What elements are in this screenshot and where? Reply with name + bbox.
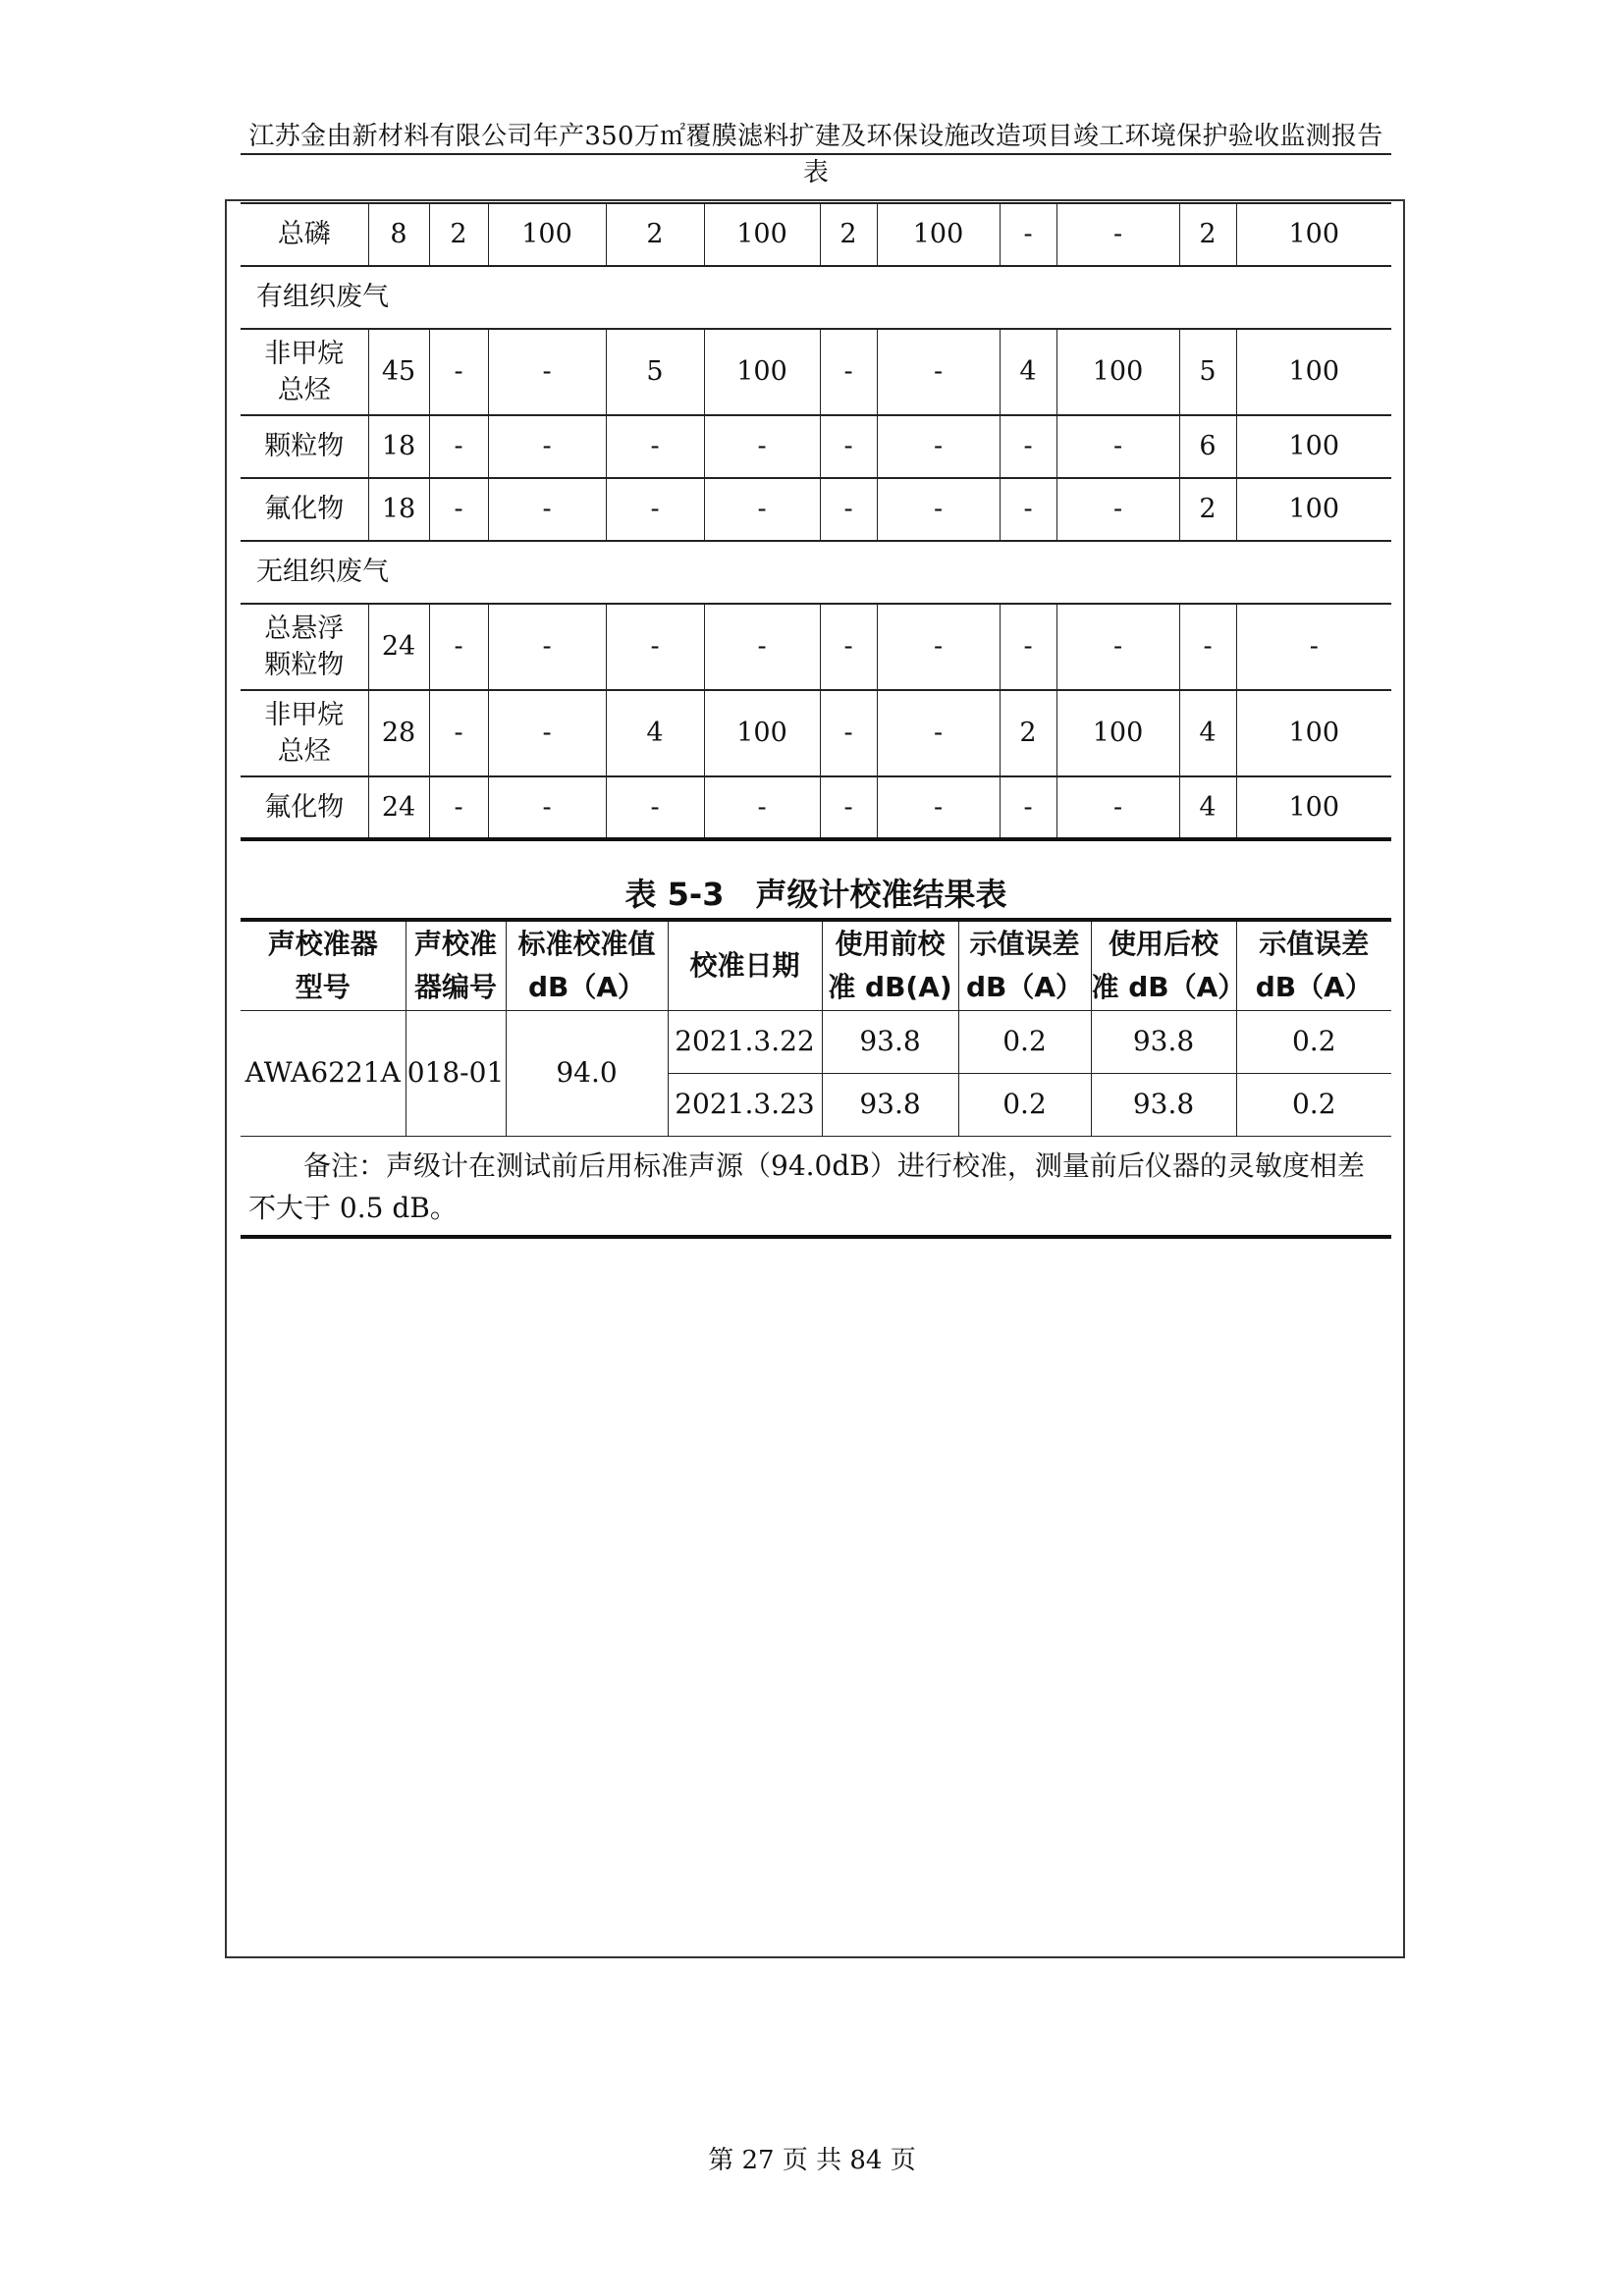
pollutant-name: 非甲烷 总烃	[241, 329, 368, 415]
section-label: 有组织废气	[241, 266, 1391, 329]
table-cell: -	[488, 604, 606, 690]
calibrator-serial: 018-01	[406, 1010, 506, 1136]
table-cell: 4	[1000, 329, 1056, 415]
header-cell: 声校准 器编号	[406, 920, 506, 1010]
section-row	[241, 541, 1391, 604]
table-cell: -	[488, 329, 606, 415]
table-cell: 4	[1179, 776, 1236, 839]
table-row	[241, 203, 1391, 266]
table-row	[241, 604, 1391, 690]
table-cell: 100	[1236, 329, 1391, 415]
section-row	[241, 266, 1391, 329]
table-cell: -	[820, 604, 877, 690]
table-row	[241, 415, 1391, 478]
error-after: 0.2	[1236, 1073, 1391, 1136]
table-cell: -	[877, 690, 1000, 776]
table-cell: 100	[1236, 203, 1391, 266]
pollutant-name: 总磷	[241, 203, 368, 266]
table-cell: -	[820, 415, 877, 478]
error-after: 0.2	[1236, 1010, 1391, 1073]
table-cell: -	[1056, 776, 1179, 839]
table-cell: 5	[1179, 329, 1236, 415]
table-cell: 2	[606, 203, 704, 266]
table-cell: -	[877, 604, 1000, 690]
table-cell: -	[704, 415, 820, 478]
table-cell: 100	[1236, 690, 1391, 776]
table-cell: 18	[368, 415, 429, 478]
header-cell: 声校准器 型号	[241, 920, 406, 1010]
table-row	[241, 776, 1391, 839]
table-cell: -	[488, 415, 606, 478]
before-calibration: 93.8	[822, 1073, 958, 1136]
header-cell: 使用前校 准 dB(A)	[822, 920, 958, 1010]
table-row	[241, 329, 1391, 415]
header-cell: 使用后校 准 dB（A）	[1091, 920, 1236, 1010]
pollutant-name: 氟化物	[241, 776, 368, 839]
table-cell: -	[429, 604, 488, 690]
table-cell: 4	[1179, 690, 1236, 776]
table-cell: -	[429, 478, 488, 541]
calibrator-model: AWA6221A	[241, 1010, 406, 1136]
table-cell: 6	[1179, 415, 1236, 478]
table-cell: 8	[368, 203, 429, 266]
table-cell: -	[1000, 478, 1056, 541]
table-cell: -	[606, 415, 704, 478]
table-row	[241, 478, 1391, 541]
section-label: 无组织废气	[241, 541, 1391, 604]
calibration-note-text: 备注：声级计在测试前后用标准声源（94.0dB）进行校准，测量前后仪器的灵敏度相差不大于 0.5 dB。	[248, 1148, 1365, 1224]
table-5-3-title: 表 5-3 声级计校准结果表	[624, 876, 1007, 913]
table-cell: 100	[1056, 329, 1179, 415]
table-cell: -	[606, 604, 704, 690]
pollutant-name: 颗粒物	[241, 415, 368, 478]
table-cell: -	[820, 329, 877, 415]
table-cell: -	[704, 478, 820, 541]
table-cell: -	[704, 776, 820, 839]
table-cell: -	[1056, 203, 1179, 266]
after-calibration: 93.8	[1091, 1010, 1236, 1073]
table-cell: 100	[1236, 478, 1391, 541]
table-cell: 100	[704, 690, 820, 776]
table-cell: -	[877, 478, 1000, 541]
table-cell: 100	[1236, 415, 1391, 478]
table-cell: -	[1236, 604, 1391, 690]
table-cell: 100	[704, 329, 820, 415]
table-cell: -	[877, 415, 1000, 478]
table-cell: 5	[606, 329, 704, 415]
table-row	[241, 690, 1391, 776]
after-calibration: 93.8	[1091, 1073, 1236, 1136]
monitoring-table	[241, 202, 1391, 841]
table-cell: 2	[429, 203, 488, 266]
table-cell: -	[820, 478, 877, 541]
error-before: 0.2	[958, 1010, 1091, 1073]
table-cell: -	[877, 329, 1000, 415]
table-cell: -	[1056, 415, 1179, 478]
calibration-row	[241, 1010, 1391, 1073]
calibration-header-row	[241, 920, 1391, 1010]
table-cell: -	[1056, 478, 1179, 541]
table-cell: 100	[1236, 776, 1391, 839]
table-cell: -	[488, 690, 606, 776]
header-cell: 示值误差 dB（A）	[1236, 920, 1391, 1010]
pollutant-name: 非甲烷 总烃	[241, 690, 368, 776]
table-cell: -	[488, 478, 606, 541]
calibration-date: 2021.3.22	[668, 1010, 822, 1073]
table-cell: 24	[368, 776, 429, 839]
pollutant-name: 总悬浮 颗粒物	[241, 604, 368, 690]
table-cell: -	[1056, 604, 1179, 690]
table-cell: -	[820, 690, 877, 776]
table-cell: 45	[368, 329, 429, 415]
table-cell: 100	[488, 203, 606, 266]
calibration-date: 2021.3.23	[668, 1073, 822, 1136]
table-cell: 2	[820, 203, 877, 266]
report-header: 江苏金由新材料有限公司年产350万㎡覆膜滤料扩建及环保设施改造项目竣工环境保护验收监测报告表	[248, 122, 1383, 187]
table-cell: 100	[1056, 690, 1179, 776]
before-calibration: 93.8	[822, 1010, 958, 1073]
table-cell: -	[1000, 776, 1056, 839]
header-rule	[241, 153, 1391, 155]
table-cell: 100	[704, 203, 820, 266]
table-cell: 24	[368, 604, 429, 690]
table-cell: 4	[606, 690, 704, 776]
calibration-table	[241, 918, 1391, 1239]
table-cell: 18	[368, 478, 429, 541]
table-cell: -	[1000, 604, 1056, 690]
table-cell: -	[606, 478, 704, 541]
header-cell: 示值误差 dB（A）	[958, 920, 1091, 1010]
table-cell: 2	[1179, 478, 1236, 541]
pollutant-name: 氟化物	[241, 478, 368, 541]
table-cell: 100	[877, 203, 1000, 266]
table-cell: -	[820, 776, 877, 839]
calibration-note	[241, 1136, 1391, 1237]
table-cell: -	[429, 415, 488, 478]
table-cell: -	[1179, 604, 1236, 690]
header-cell: 校准日期	[668, 920, 822, 1010]
table-cell: -	[488, 776, 606, 839]
table-cell: -	[1000, 203, 1056, 266]
table-cell: 2	[1000, 690, 1056, 776]
table-cell: -	[1000, 415, 1056, 478]
table-cell: -	[704, 604, 820, 690]
table-cell: 28	[368, 690, 429, 776]
header-cell: 标准校准值 dB（A）	[506, 920, 668, 1010]
table-cell: -	[606, 776, 704, 839]
table-cell: 2	[1179, 203, 1236, 266]
page-number: 第 27 页 共 84 页	[708, 2146, 916, 2175]
table-cell: -	[877, 776, 1000, 839]
table-cell: -	[429, 329, 488, 415]
calibration-note-row	[241, 1136, 1391, 1237]
table-cell: -	[429, 690, 488, 776]
standard-value: 94.0	[506, 1010, 668, 1136]
error-before: 0.2	[958, 1073, 1091, 1136]
table-cell: -	[429, 776, 488, 839]
